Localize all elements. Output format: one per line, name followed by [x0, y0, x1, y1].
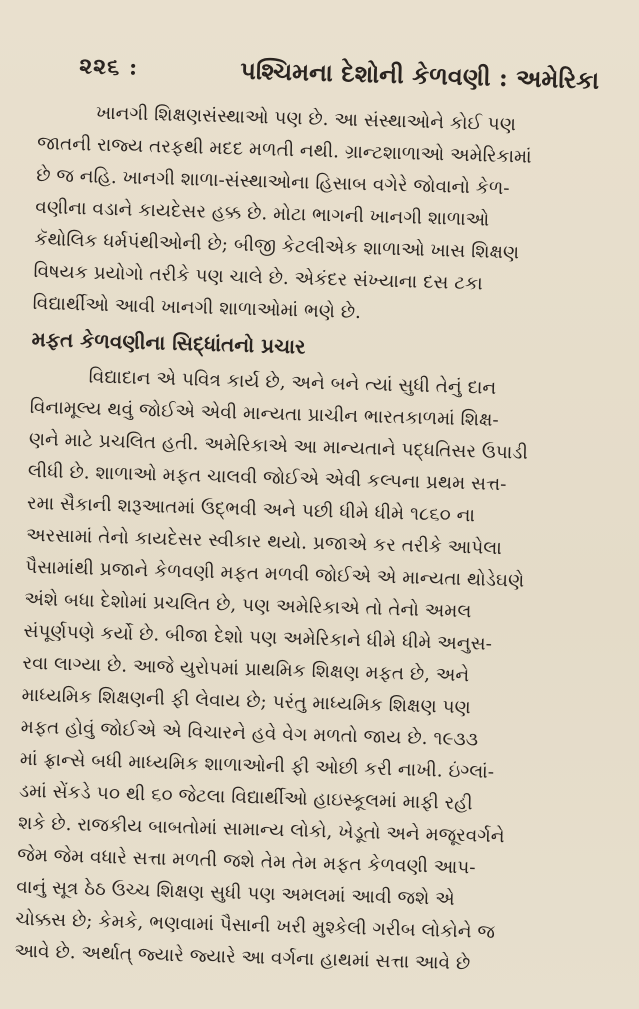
paragraph-line: મફત હોવું જોઈએ એ વિચારને હવે વેગ મળતો જાય છે. ૧૯૩૩: [20, 716, 479, 751]
paragraph-line: વાનું સૂત્ર ઠેઠ ઉચ્ચ શિક્ષણ સુધી પણ અમલમાં આવી જશે એ: [16, 876, 456, 910]
paragraph-line: રવા લાગ્યા છે. આજે યુરોપમાં પ્રાથમિક શિક્ષણ મફત છે, અને: [22, 652, 470, 687]
paragraph-line: છે જ નહિ. ખાનગી શાળા-સંસ્થાઓના હિસાબ વગેરે જોવાનો કેળ-: [35, 164, 510, 200]
paragraph-line: ચોક્કસ છે; કેમકે, ભણવામાં પૈસાની ખરી મુશ્કેલી ગરીબ લોકોને જ: [15, 908, 496, 944]
paragraph-line: રમા સૈકાની શરૂઆતમાં ઉદ્ભવી અને પછી ધીમે ધીમે ૧૮૬૦ ના: [26, 492, 476, 527]
page-sheet: [14, 40, 610, 984]
paragraph-line: વિદ્યાર્થીઓ આવી ખાનગી શાળાઓમાં ભણે છે.: [32, 292, 362, 324]
paragraph-line: સંપૂર્ણપણે કર્યો છે. બીજા દેશો પણ અમેરિકાને ધીમે ધીમે અનુસ-: [23, 620, 493, 655]
paragraph-line: શકે છે. રાજકીય બાબતોમાં સામાન્ય લોકો, ખેડૂતો અને મજૂરવર્ગને: [17, 812, 505, 848]
paragraph-line: કૅથોલિક ધર્મપંથીઓની છે; બીજી કેટલીએક શાળાઓ ખાસ શિક્ષણ: [34, 228, 520, 264]
paragraph-line: ખાનગી શિક્ષણસંસ્થાઓ પણ છે. આ સંસ્થાઓને કોઈ પણ: [95, 102, 517, 136]
paragraph-line: ડમાં સેંકડે ૫૦ થી ૬૦ જેટલા વિદ્યાર્થીઓ હાઇસ્કૂલમાં માફી રહી: [18, 780, 473, 815]
section-heading: મફત કેળવણીના સિદ્ધાંતનો પ્રચાર: [31, 326, 306, 359]
paragraph-line: જાતની રાજ્ય તરફથી મદદ મળતી નથી. ગ્રાન્ટશાળાઓ અમેરિકામાં: [36, 132, 532, 168]
paragraph-line: લીધી છે. શાળાઓ મફત ચાલવી જોઈએ એવી કલ્પના પ્રથમ સત્ત-: [27, 460, 507, 496]
paragraph-line: માં ફ્રાન્સે બધી માધ્યમિક શાળાઓની ફી ઓછી કરી નાખી. ઇંગ્લાં-: [19, 748, 495, 783]
paragraph-line: માધ્યમિક શિક્ષણની ફી લેવાય છે; પરંતુ માધ્યમિક શિક્ષણ પણ: [21, 684, 471, 719]
running-head: પશ્ચિમના દેશોની કેળવણી : અમેરિકા: [239, 55, 600, 95]
paragraph-line: ણને માટે પ્રચલિત હતી. અમેરિકાએ આ માન્યતાને પદ્ધતિસર ઉપાડી: [28, 428, 529, 464]
paragraph-line: વણીના વડાને કાયદેસર હક્ક છે. મોટા ભાગની ખાનગી શાળાઓ: [35, 196, 490, 231]
paragraph-line: જેમ જેમ વધારે સત્તા મળતી જશે તેમ તેમ મફત કેળવણી આપ-: [16, 844, 476, 879]
paragraph-line: વિનામૂલ્ય થવું જોઈએ એવી માન્યતા પ્રાચીન ભારતકાળમાં શિક્ષ-: [29, 396, 499, 431]
paragraph-line: પૈસામાંથી પ્રજાને કેળવણી મફત મળવી જોઈએ એ માન્યતા થોડેઘણે: [24, 556, 525, 592]
paragraph-line: અરસામાં તેનો કાયદેસર સ્વીકાર થયો. પ્રજાએ કર તરીકે આપેલા: [25, 524, 503, 560]
paragraph-free-education: [14, 360, 601, 984]
paragraph-private-schools: [32, 96, 608, 336]
paragraph-line: અંશે બધા દેશોમાં પ્રચલિત છે, પણ અમેરિકાએ તો તેનો અમલ: [24, 588, 472, 623]
paragraph-line: વિષયક પ્રયોગો તરીકે પણ ચાલે છે. એકંદર સંખ્યાના દસ ટકા: [33, 260, 483, 295]
paragraph-line: આવે છે. અર્થાત્ જ્યારે જ્યારે આ વર્ગના હાથમાં સત્તા આવે છે: [14, 940, 471, 975]
page-number: ૨૨૬ :: [78, 53, 139, 81]
paragraph-line: વિદ્યાદાન એ પવિત્ર કાર્ય છે, અને બને ત્યાં સુધી તેનું દાન: [88, 366, 497, 399]
